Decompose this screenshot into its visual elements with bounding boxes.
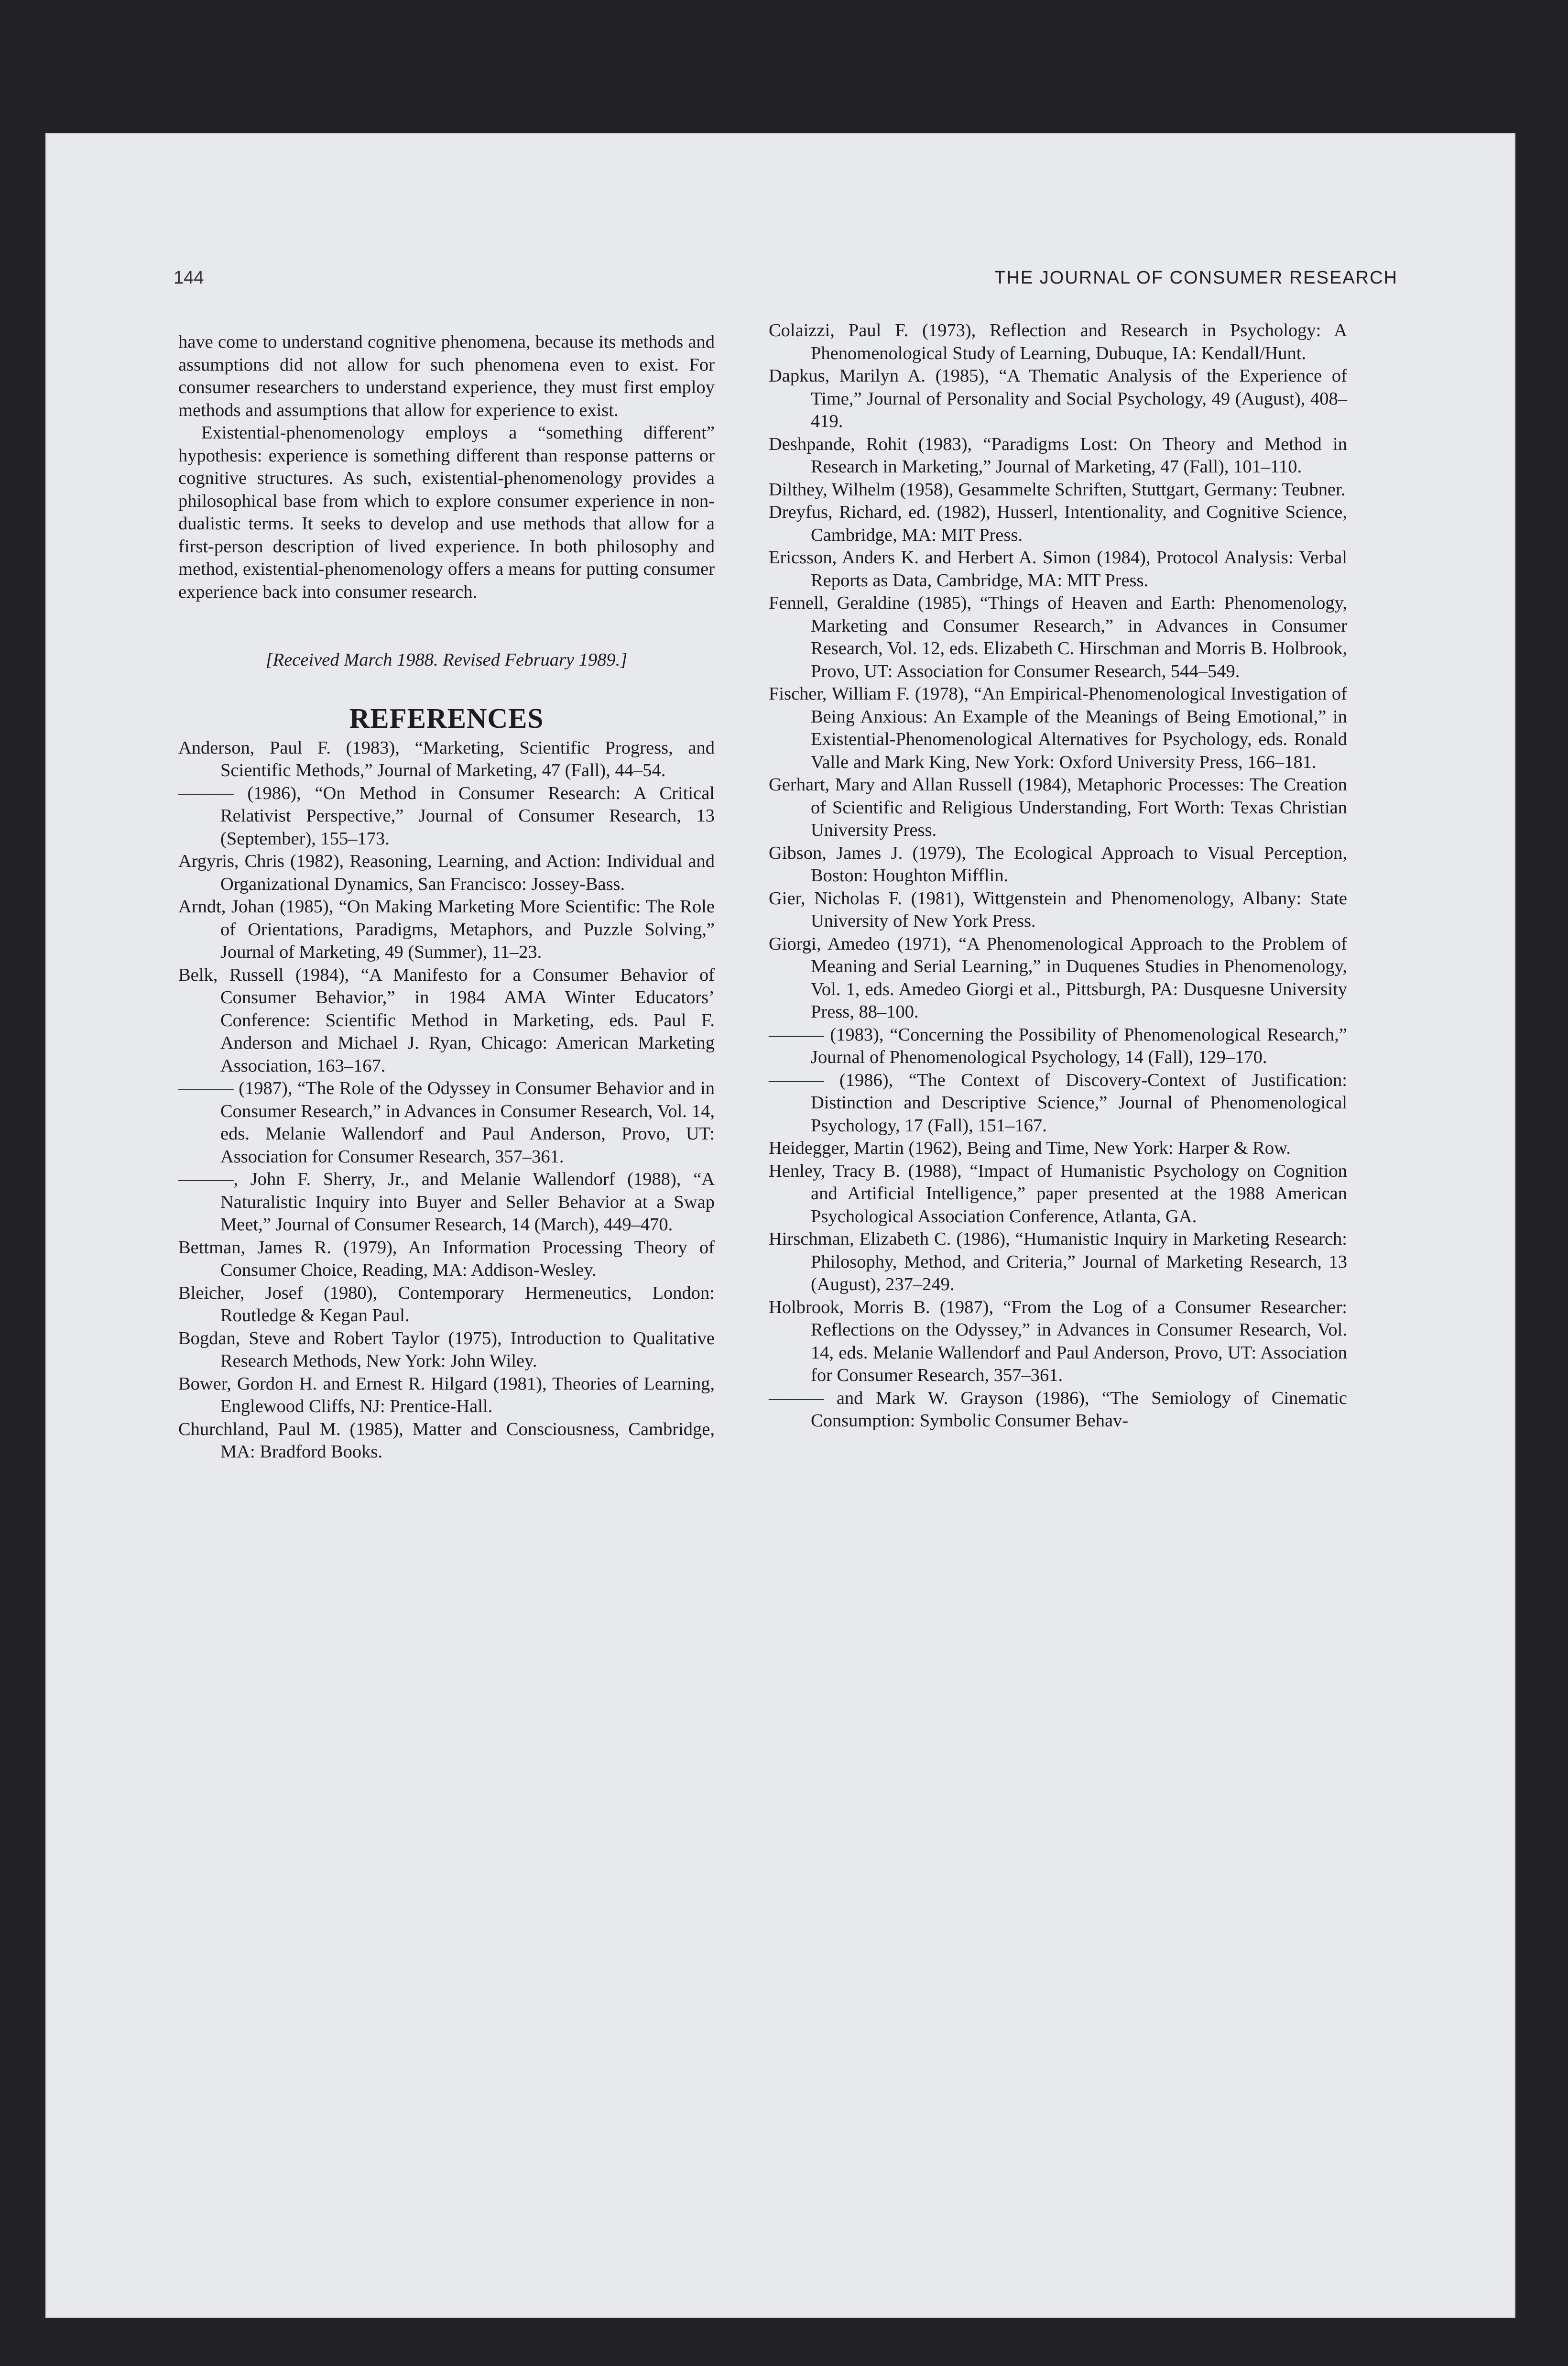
reference-entry: Holbrook, Morris B. (1987), “From the Log of a Consumer Researcher: Reflections on the Odyssey,” in Advances in Consumer Research, Vol. 14, eds. Melanie Wallendorf and Paul Anderson, Provo, UT: Association for Consumer Research, 357–361. [769,1297,1347,1385]
reference-entry: Colaizzi, Paul F. (1973), Reflection and Research in Psychology: A Phenomenological Study of Learning, Dubuque, IA: Kendall/Hunt. [769,320,1347,363]
reference-entry: Bower, Gordon H. and Ernest R. Hilgard (1981), Theories of Learning, Englewood Cliffs, NJ: Prentice-Hall. [178,1373,715,1416]
page-number: 144 [174,268,204,288]
body-paragraph: Existential-phenomenology employs a “something different” hypothesis: experience is something different than response patterns or cognitive structures. As such, existential-phenomenology provides a philosophical base from which to explore consumer experience in non-dualistic terms. It seeks to develop and use methods that allow for a first-person description of lived experience. In both philosophy and method, existential-phenomenology offers a means for putting consumer experience back into consumer research. [178,423,715,602]
running-header [174,268,1398,296]
reference-entry: Belk, Russell (1984), “A Manifesto for a Consumer Behavior of Consumer Behavior,” in 1984 AMA Winter Educators’ Conference: Scientific Method in Marketing, eds. Paul F. Anderson and Michael J. Ryan, Chicago: American Marketing Association, 163–167. [178,964,715,1076]
reference-entry: ——— (1983), “Concerning the Possibility of Phenomenological Research,” Journal of Phenomenological Psychology, 14 (Fall), 129–170. [769,1024,1347,1067]
reference-list-right [769,319,1347,1433]
reference-entry: ——— (1986), “The Context of Discovery-Context of Justification: Distinction and Descriptive Science,” Journal of Phenomenological Psychology, 17 (Fall), 151–167. [769,1070,1347,1136]
reference-entry: Churchland, Paul M. (1985), Matter and Consciousness, Cambridge, MA: Bradford Books. [178,1419,715,1462]
journal-title: THE JOURNAL OF CONSUMER RESEARCH [994,268,1398,288]
reference-entry: Gier, Nicholas F. (1981), Wittgenstein and Phenomenology, Albany: State University of New York Press. [769,888,1347,931]
reference-entry: Bettman, James R. (1979), An Information Processing Theory of Consumer Choice, Reading, MA: Addison-Wesley. [178,1237,715,1280]
reference-entry: Arndt, Johan (1985), “On Making Marketing More Scientific: The Role of Orientations, Paradigms, Metaphors, and Puzzle Solving,” Journal of Marketing, 49 (Summer), 11–23. [178,897,715,962]
article-body [178,331,715,603]
reference-entry: Gerhart, Mary and Allan Russell (1984), Metaphoric Processes: The Creation of Scientific and Religious Understanding, Fort Worth: Texas Christian University Press. [769,775,1347,840]
reference-entry: Anderson, Paul F. (1983), “Marketing, Scientific Progress, and Scientific Methods,” Journal of Marketing, 47 (Fall), 44–54. [178,737,715,780]
reference-entry: Heidegger, Martin (1962), Being and Time, New York: Harper & Row. [769,1138,1291,1158]
left-column [178,331,715,1464]
reference-entry: ——— (1986), “On Method in Consumer Research: A Critical Relativist Perspective,” Journal of Consumer Research, 13 (September), 155–173. [178,783,715,849]
reference-entry: ——— and Mark W. Grayson (1986), “The Semiology of Cinematic Consumption: Symbolic Consumer Behav- [769,1388,1347,1431]
reference-entry: Gibson, James J. (1979), The Ecological Approach to Visual Perception, Boston: Houghton Mifflin. [769,843,1347,886]
reference-entry: Giorgi, Amedeo (1971), “A Phenomenological Approach to the Problem of Meaning and Serial Learning,” in Duquenes Studies in Phenomenology, Vol. 1, eds. Amedeo Giorgi et al., Pittsburgh, PA: Dusquesne University Press, 88–100. [769,933,1347,1022]
reference-entry: ———, John F. Sherry, Jr., and Melanie Wallendorf (1988), “A Naturalistic Inquiry into Buyer and Seller Behavior at a Swap Meet,” Journal of Consumer Research, 14 (March), 449–470. [178,1169,715,1235]
reference-entry: ——— (1987), “The Role of the Odyssey in Consumer Behavior and in Consumer Research,” in Advances in Consumer Research, Vol. 14, eds. Melanie Wallendorf and Paul Anderson, Provo, UT: Association for Consumer Research, 357–361. [178,1078,715,1167]
reference-entry: Bleicher, Josef (1980), Contemporary Hermeneutics, London: Routledge & Kegan Paul. [178,1282,715,1325]
reference-entry: Henley, Tracy B. (1988), “Impact of Humanistic Psychology on Cognition and Artificial Intelligence,” paper presented at the 1988 American Psychological Association Conference, Atlanta, GA. [769,1161,1347,1227]
reference-entry: Deshpande, Rohit (1983), “Paradigms Lost: On Theory and Method in Research in Marketing,” Journal of Marketing, 47 (Fall), 101–110. [769,434,1347,477]
reference-list-left [178,737,715,1464]
body-paragraph: have come to understand cognitive phenomena, because its methods and assumptions did not allow for such phenomena even to exist. For consumer researchers to understand experience, they must first employ methods and assumptions that allow for experience to exist. [178,332,715,420]
references-heading: REFERENCES [349,702,544,734]
received-note: [Received March 1988. Revised February 1989.] [265,650,628,670]
reference-entry: Hirschman, Elizabeth C. (1986), “Humanistic Inquiry in Marketing Research: Philosophy, Method, and Criteria,” Journal of Marketing Research, 13 (August), 237–249. [769,1229,1347,1294]
reference-entry: Fennell, Geraldine (1985), “Things of Heaven and Earth: Phenomenology, Marketing and Consumer Research,” in Advances in Consumer Research, Vol. 12, eds. Elizabeth C. Hirschman and Morris B. Holbrook, Provo, UT: Association for Consumer Research, 544–549. [769,593,1347,681]
right-column [769,319,1347,1433]
reference-entry: Dapkus, Marilyn A. (1985), “A Thematic Analysis of the Experience of Time,” Journal of Personality and Social Psychology, 49 (August), 408–419. [769,366,1347,431]
reference-entry: Dreyfus, Richard, ed. (1982), Husserl, Intentionality, and Cognitive Science, Cambridge, MA: MIT Press. [769,502,1347,545]
reference-entry: Bogdan, Steve and Robert Taylor (1975), Introduction to Qualitative Research Methods, New York: John Wiley. [178,1328,715,1371]
reference-entry: Dilthey, Wilhelm (1958), Gesammelte Schriften, Stuttgart, Germany: Teubner. [769,479,1346,500]
reference-entry: Argyris, Chris (1982), Reasoning, Learning, and Action: Individual and Organizational Dynamics, San Francisco: Jossey-Bass. [178,851,715,894]
reference-entry: Ericsson, Anders K. and Herbert A. Simon (1984), Protocol Analysis: Verbal Reports as Data, Cambridge, MA: MIT Press. [769,548,1347,591]
reference-entry: Fischer, William F. (1978), “An Empirical-Phenomenological Investigation of Being Anxious: An Example of the Meanings of Being Emotional,” in Existential-Phenomenological Alternatives for Psychology, eds. Ronald Valle and Mark King, New York: Oxford University Press, 166–181. [769,684,1347,772]
